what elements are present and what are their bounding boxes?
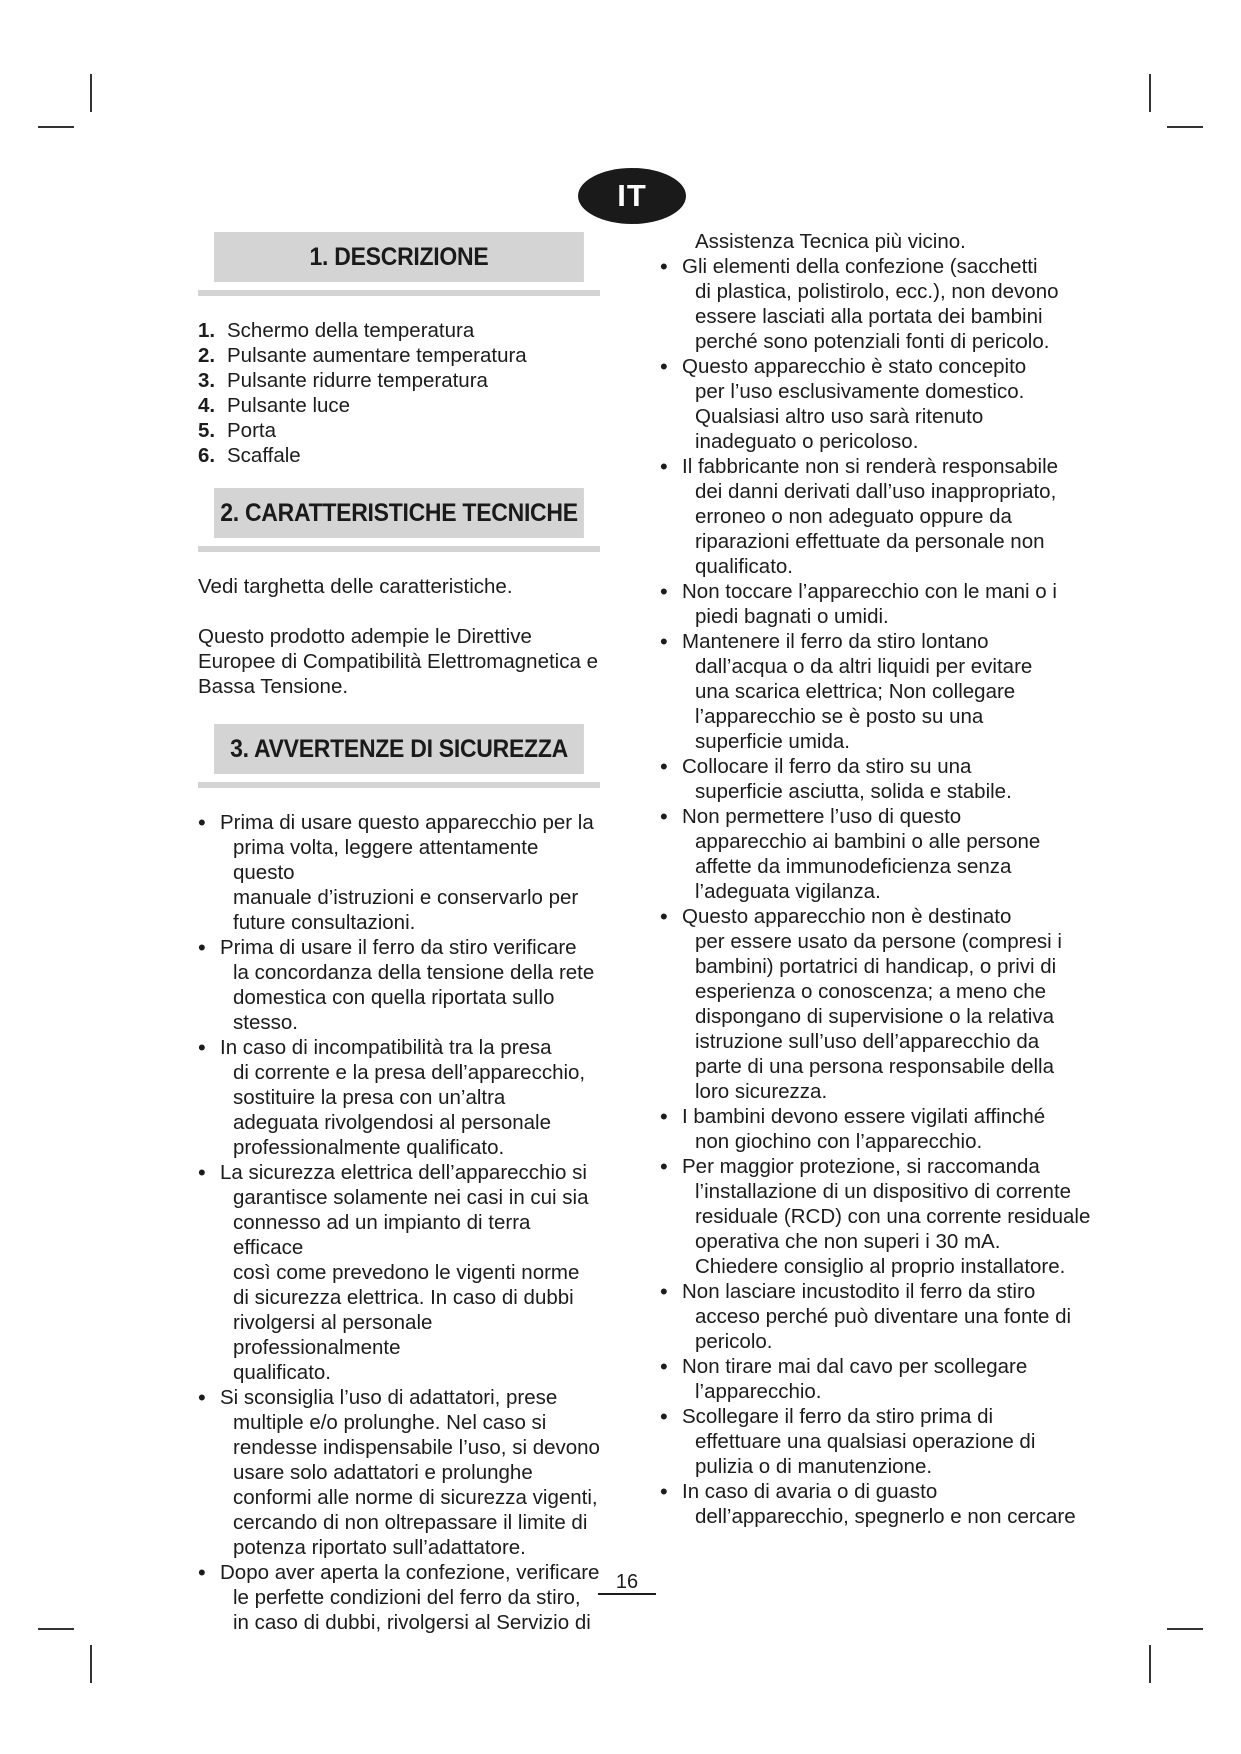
warning-line: residuale (RCD) con una corrente residuale bbox=[695, 1205, 1091, 1228]
crop-mark bbox=[1149, 74, 1151, 112]
warning-line: usare solo adattatori e prolunghe bbox=[233, 1461, 533, 1484]
warning-line: la concordanza della tensione della rete bbox=[233, 961, 595, 984]
warning-line: le perfette condizioni del ferro da stiro, bbox=[233, 1586, 581, 1609]
section-heading-avvertenze bbox=[198, 724, 600, 788]
warning-line: • Dopo aver aperta la confezione, verificare bbox=[220, 1561, 600, 1584]
warning-line: essere lasciati alla portata dei bambini bbox=[695, 305, 1043, 328]
warning-item bbox=[660, 579, 1100, 629]
warning-line: superficie umida. bbox=[695, 730, 850, 753]
warning-line: prima volta, leggere attentamente questo bbox=[233, 836, 539, 884]
parts-list-item bbox=[198, 393, 602, 418]
parts-list-item bbox=[198, 443, 602, 468]
safety-warnings-list bbox=[198, 810, 602, 1635]
warning-line: effettuare una qualsiasi operazione di bbox=[695, 1430, 1036, 1453]
warning-item bbox=[198, 935, 602, 1035]
warning-line: • Non toccare l’apparecchio con le mani o i bbox=[682, 580, 1057, 603]
warning-line: sostituire la presa con un’altra bbox=[233, 1086, 506, 1109]
warning-item bbox=[198, 1160, 602, 1385]
warning-line: di plastica, polistirolo, ecc.), non devono bbox=[695, 280, 1059, 303]
warning-item bbox=[660, 754, 1100, 804]
warning-item bbox=[660, 1279, 1100, 1354]
item-number: 4. bbox=[198, 394, 216, 417]
warning-item bbox=[660, 904, 1100, 1104]
item-number: 6. bbox=[198, 444, 216, 467]
warning-item bbox=[660, 1479, 1100, 1529]
warning-line: professionalmente qualificato. bbox=[233, 1136, 505, 1159]
warning-line: • Questo apparecchio non è destinato bbox=[682, 905, 1012, 928]
crop-mark bbox=[38, 1628, 74, 1630]
warning-item bbox=[198, 810, 602, 935]
page-number: 16 bbox=[598, 1571, 656, 1595]
warning-line: esperienza o conoscenza; a meno che bbox=[695, 980, 1047, 1003]
warning-line: rivolgersi al personale professionalmente bbox=[233, 1311, 433, 1359]
warning-line: dell’apparecchio, spegnerlo e non cercare bbox=[695, 1505, 1076, 1528]
section-title: 3. AVVERTENZE DI SICUREZZA bbox=[214, 724, 584, 774]
warning-line: • La sicurezza elettrica dell’apparecchio si bbox=[220, 1161, 587, 1184]
item-number: 5. bbox=[198, 419, 216, 442]
warning-item bbox=[660, 1154, 1100, 1279]
warning-line: l’apparecchio se è posto su una bbox=[695, 705, 984, 728]
warning-line: loro sicurezza. bbox=[695, 1080, 828, 1103]
parts-list bbox=[198, 318, 602, 468]
warning-line: • Prima di usare il ferro da stiro verificare bbox=[220, 936, 577, 959]
warning-line: • Non lasciare incustodito il ferro da stiro bbox=[682, 1280, 1036, 1303]
crop-mark bbox=[38, 126, 74, 128]
warning-line: garantisce solamente nei casi in cui sia bbox=[233, 1186, 589, 1209]
warning-line: qualificato. bbox=[233, 1361, 332, 1384]
warning-line: non giochino con l’apparecchio. bbox=[695, 1130, 983, 1153]
warning-line: perché sono potenziali fonti di pericolo. bbox=[695, 330, 1050, 353]
warning-line: • Gli elementi della confezione (sacchetti bbox=[682, 255, 1038, 278]
warning-line: potenza riportato sull’adattatore. bbox=[233, 1536, 526, 1559]
warning-line: multiple e/o prolunghe. Nel caso si bbox=[233, 1411, 547, 1434]
warning-line: • I bambini devono essere vigilati affinché bbox=[682, 1105, 1046, 1128]
warning-line: erroneo o non adeguato oppure da bbox=[695, 505, 1012, 528]
warning-line: affette da immunodeficienza senza bbox=[695, 855, 1012, 878]
warning-line: l’installazione di un dispositivo di corrente bbox=[695, 1180, 1072, 1203]
warning-line: l’apparecchio. bbox=[695, 1380, 822, 1403]
warning-line: per l’uso esclusivamente domestico. bbox=[695, 380, 1025, 403]
warning-line: • Non permettere l’uso di questo bbox=[682, 805, 962, 828]
warning-line: qualificato. bbox=[695, 555, 794, 578]
item-text: Schermo della temperatura bbox=[227, 319, 475, 342]
warning-line: connesso ad un impianto di terra efficace bbox=[233, 1211, 531, 1259]
warning-line: apparecchio ai bambini o alle persone bbox=[695, 830, 1041, 853]
warning-line: adeguata rivolgendosi al personale bbox=[233, 1111, 551, 1134]
section-title: 1. DESCRIZIONE bbox=[214, 232, 584, 282]
section-heading-caratteristiche bbox=[198, 488, 600, 552]
warning-line: rendesse indispensabile l’uso, si devono bbox=[233, 1436, 600, 1459]
warning-line: • In caso di avaria o di guasto bbox=[682, 1480, 938, 1503]
warning-line: stesso. bbox=[233, 1011, 298, 1034]
item-text: Pulsante aumentare temperatura bbox=[227, 344, 527, 367]
warning-line: di corrente e la presa dell’apparecchio, bbox=[233, 1061, 586, 1084]
heading-rule bbox=[198, 782, 600, 788]
warning-item bbox=[660, 354, 1100, 454]
item-number: 1. bbox=[198, 319, 216, 342]
warning-line: • Scollegare il ferro da stiro prima di bbox=[682, 1405, 994, 1428]
warning-item bbox=[660, 1104, 1100, 1154]
warning-item bbox=[660, 254, 1100, 354]
warning-line: pericolo. bbox=[695, 1330, 773, 1353]
warning-line: future consultazioni. bbox=[233, 911, 416, 934]
warning-item bbox=[198, 1035, 602, 1160]
warning-line: • Prima di usare questo apparecchio per la bbox=[220, 811, 594, 834]
warning-line: in caso di dubbi, rivolgersi al Servizio di bbox=[233, 1611, 591, 1634]
section-heading-descrizione bbox=[198, 232, 600, 296]
warning-line: dei danni derivati dall’uso inappropriato, bbox=[695, 480, 1057, 503]
right-column bbox=[660, 229, 1100, 1529]
warning-line: di sicurezza elettrica. In caso di dubbi bbox=[233, 1286, 574, 1309]
parts-list-item bbox=[198, 418, 602, 443]
warning-line: domestica con quella riportata sullo bbox=[233, 986, 555, 1009]
warning-line: dispongano di supervisione o la relativa bbox=[695, 1005, 1054, 1028]
warning-item bbox=[660, 1354, 1100, 1404]
compliance-line: Europee di Compatibilità Elettromagnetica e bbox=[198, 650, 598, 673]
warning-line: • In caso di incompatibilità tra la presa bbox=[220, 1036, 552, 1059]
warning-line: superficie asciutta, solida e stabile. bbox=[695, 780, 1012, 803]
warning-line: • Non tirare mai dal cavo per scollegare bbox=[682, 1355, 1028, 1378]
warning-line: una scarica elettrica; Non collegare bbox=[695, 680, 1016, 703]
warning-line: istruzione sull’uso dell’apparecchio da bbox=[695, 1030, 1040, 1053]
crop-mark bbox=[1149, 1645, 1151, 1683]
warning-line: conformi alle norme di sicurezza vigenti, bbox=[233, 1486, 598, 1509]
warning-line: piedi bagnati o umidi. bbox=[695, 605, 889, 628]
warning-item bbox=[198, 1560, 602, 1635]
warning-line: inadeguato o pericoloso. bbox=[695, 430, 919, 453]
warning-line: dall’acqua o da altri liquidi per evitare bbox=[695, 655, 1033, 678]
parts-list-item bbox=[198, 343, 602, 368]
warning-line: cercando di non oltrepassare il limite di bbox=[233, 1511, 588, 1534]
warning-line: • Questo apparecchio è stato concepito bbox=[682, 355, 1027, 378]
rating-plate-note: Vedi targhetta delle caratteristiche. bbox=[198, 575, 513, 598]
warning-line: per essere usato da persone (compresi i bbox=[695, 930, 1062, 953]
warning-line: • Mantenere il ferro da stiro lontano bbox=[682, 630, 989, 653]
language-badge: IT bbox=[578, 168, 686, 224]
warning-line: • Collocare il ferro da stiro su una bbox=[682, 755, 972, 778]
warning-item bbox=[660, 1404, 1100, 1479]
warning-line: manuale d’istruzioni e conservarlo per bbox=[233, 886, 579, 909]
crop-mark bbox=[90, 74, 92, 112]
warning-line: • Per maggior protezione, si raccomanda bbox=[682, 1155, 1040, 1178]
warning-line: operativa che non superi i 30 mA. bbox=[695, 1230, 1001, 1253]
item-text: Porta bbox=[227, 419, 276, 442]
continuation-line: Assistenza Tecnica più vicino. bbox=[695, 230, 966, 253]
crop-mark bbox=[90, 1645, 92, 1683]
left-column bbox=[198, 232, 602, 1635]
warning-line: parte di una persona responsabile della bbox=[695, 1055, 1055, 1078]
item-text: Pulsante luce bbox=[227, 394, 351, 417]
warning-line: riparazioni effettuate da personale non bbox=[695, 530, 1045, 553]
warning-item bbox=[660, 804, 1100, 904]
crop-mark bbox=[1167, 126, 1203, 128]
warning-line: Chiedere consiglio al proprio installatore. bbox=[695, 1255, 1066, 1278]
item-number: 2. bbox=[198, 344, 216, 367]
parts-list-item bbox=[198, 368, 602, 393]
warning-line: Qualsiasi altro uso sarà ritenuto bbox=[695, 405, 984, 428]
warning-item bbox=[660, 454, 1100, 579]
item-text: Pulsante ridurre temperatura bbox=[227, 369, 488, 392]
warning-line: così come prevedono le vigenti norme bbox=[233, 1261, 580, 1284]
warning-line: acceso perché può diventare una fonte di bbox=[695, 1305, 1072, 1328]
warning-item bbox=[198, 1385, 602, 1560]
warning-item bbox=[660, 629, 1100, 754]
heading-rule bbox=[198, 290, 600, 296]
warning-line: pulizia o di manutenzione. bbox=[695, 1455, 933, 1478]
heading-rule bbox=[198, 546, 600, 552]
parts-list-item bbox=[198, 318, 602, 343]
item-number: 3. bbox=[198, 369, 216, 392]
warning-line: • Si sconsiglia l’uso di adattatori, prese bbox=[220, 1386, 558, 1409]
item-text: Scaffale bbox=[227, 444, 301, 467]
warning-line: l’adeguata vigilanza. bbox=[695, 880, 881, 903]
warning-line: • Il fabbricante non si renderà responsabile bbox=[682, 455, 1059, 478]
safety-warnings-list-continued bbox=[660, 254, 1100, 1529]
compliance-note bbox=[198, 624, 602, 699]
warning-line: bambini) portatrici di handicap, o privi di bbox=[695, 955, 1057, 978]
compliance-line: Questo prodotto adempie le Direttive bbox=[198, 625, 532, 648]
compliance-line: Bassa Tensione. bbox=[198, 675, 349, 698]
section-title: 2. CARATTERISTICHE TECNICHE bbox=[214, 488, 584, 538]
crop-mark bbox=[1167, 1628, 1203, 1630]
